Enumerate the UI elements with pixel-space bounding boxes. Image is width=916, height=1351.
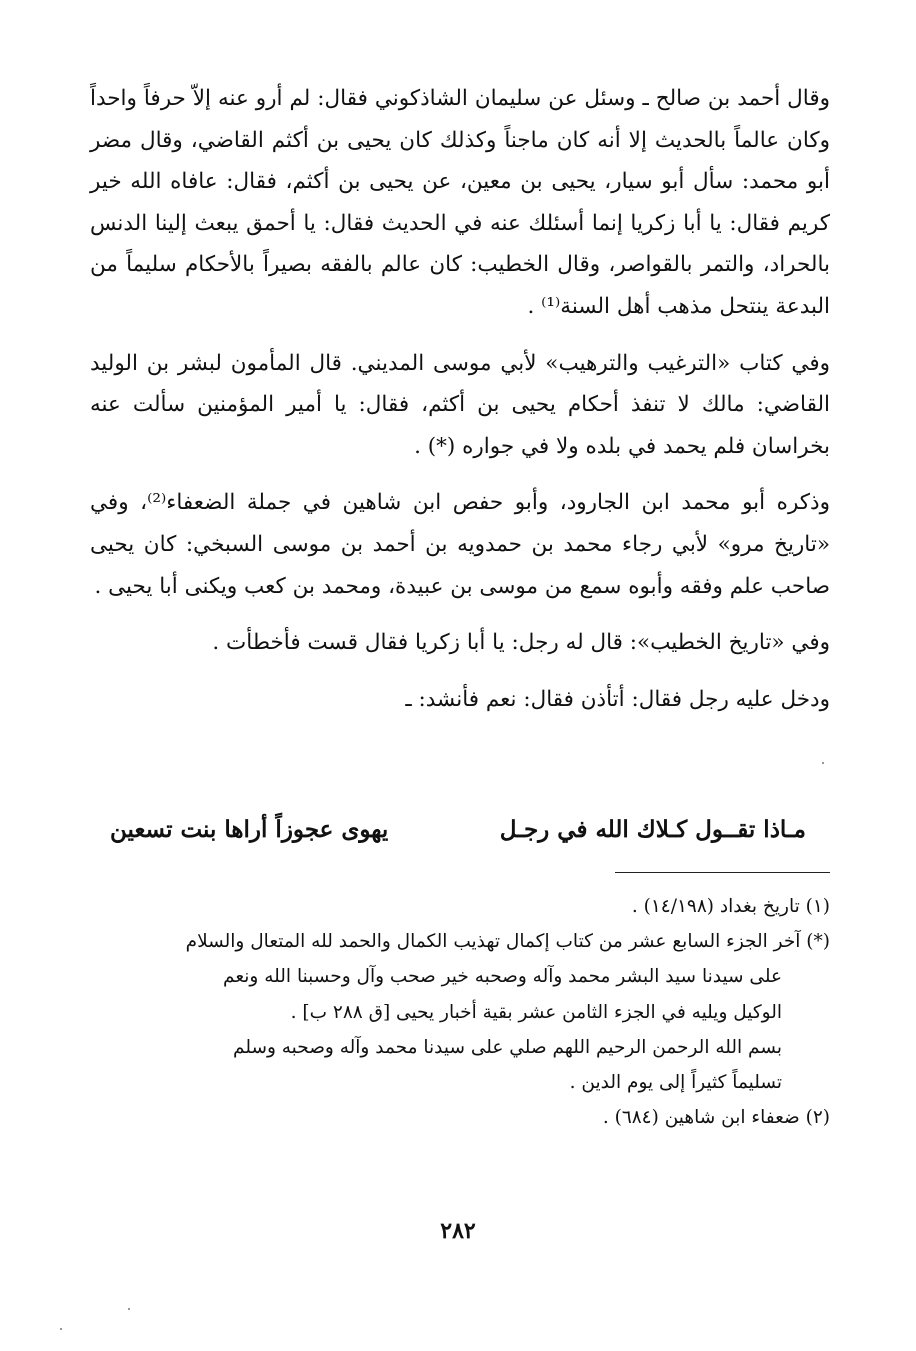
footnote: (*) آخر الجزء السابع عشر من كتاب إكمال تهذيب الكمال والحمد لله المتعال والسلام <box>185 931 830 953</box>
paragraph <box>90 343 830 468</box>
paragraph-text: ودخل عليه رجل فقال: أتأذن فقال: نعم فأنشد: ـ <box>405 686 830 712</box>
paragraph-text: وذكره أبو محمد ابن الجارود، وأبو حفص ابن شاهين في جملة الضعفاء⁽²⁾، وفي «تاريخ مرو» لأبي رجاء محمد بن حمدويه بن أحمد بن موسى السبخي: كان يحيى صاحب علم وفقه وأبوه سمع من موسى بن عبيدة، ومحمد بن كعب ويكنى أبا يحيى . <box>90 490 830 599</box>
paragraph-text: وفي كتاب «الترغيب والترهيب» لأبي موسى المديني. قال المأمون لبشر بن الوليد القاضي: مالك لا تنفذ أحكام يحيى بن أكثم، فقال: يا أمير المؤمنين سألت عنه بخراسان فلم يحمد في بلده ولا في جواره (*) . <box>90 350 830 459</box>
page-number: ٢٨٢ <box>440 1218 476 1244</box>
footnote: (٢) ضعفاء ابن شاهين (٦٨٤) . <box>602 1107 830 1129</box>
scan-speck <box>60 1328 62 1330</box>
footnotes <box>92 889 830 1135</box>
paragraph <box>90 78 830 328</box>
footnote-divider <box>615 872 830 873</box>
poem-first-hemistich: مـاذا تقــول كـلاك الله في رجـل <box>499 816 806 843</box>
footnote-continuation: على سيدنا سيد البشر محمد وآله وصحبه خير صحب وآل وحسبنا الله ونعم <box>223 966 782 988</box>
main-text <box>90 78 830 735</box>
paragraph-text: وقال أحمد بن صالح ـ وسئل عن سليمان الشاذكوني فقال: لم أرو عنه إلاّ حرفاً واحداً وكان عالماً بالحديث إلا أنه كان ماجناً وكذلك كان يحيى بن أكثم القاضي، وقال مضر أبو محمد: سأل أبو سيار، يحيى بن معين، عن يحيى بن أكثم، فقال: عافاه الله خير كريم فقال: يا أبا زكريا إنما أسئلك عنه في الحديث فقال: يا أحمق يبعث إلينا الدنس بالحراد، والتمر بالقواصر، وقال الخطيب: كان عالم بالفقه بصيراً بالأحكام سليماً من البدعة ينتحل مذهب أهل السنة⁽¹⁾ . <box>90 86 830 319</box>
footnote-continuation: بسم الله الرحمن الرحيم اللهم صلي على سيدنا محمد وآله وصحبه وسلم <box>233 1036 782 1058</box>
paragraph-text: وفي «تاريخ الخطيب»: قال له رجل: يا أبا زكريا فقال قست فأخطأت . <box>212 630 830 656</box>
paragraph <box>90 622 830 664</box>
footnote: (١) تاريخ بغداد (١٤/١٩٨) . <box>631 896 830 917</box>
footnote-continuation: الوكيل ويليه في الجزء الثامن عشر بقية أخبار يحيى [ق ٢٨٨ ب] . <box>290 1001 782 1023</box>
scan-speck <box>128 1308 130 1310</box>
scan-speck <box>822 762 824 764</box>
poem-verse <box>110 810 806 850</box>
footnote-continuation: تسليماً كثيراً إلى يوم الدين . <box>569 1072 782 1094</box>
paragraph <box>90 482 830 607</box>
paragraph <box>90 679 830 721</box>
poem-second-hemistich: يهوى عجوزاً أراها بنت تسعين <box>110 816 389 843</box>
